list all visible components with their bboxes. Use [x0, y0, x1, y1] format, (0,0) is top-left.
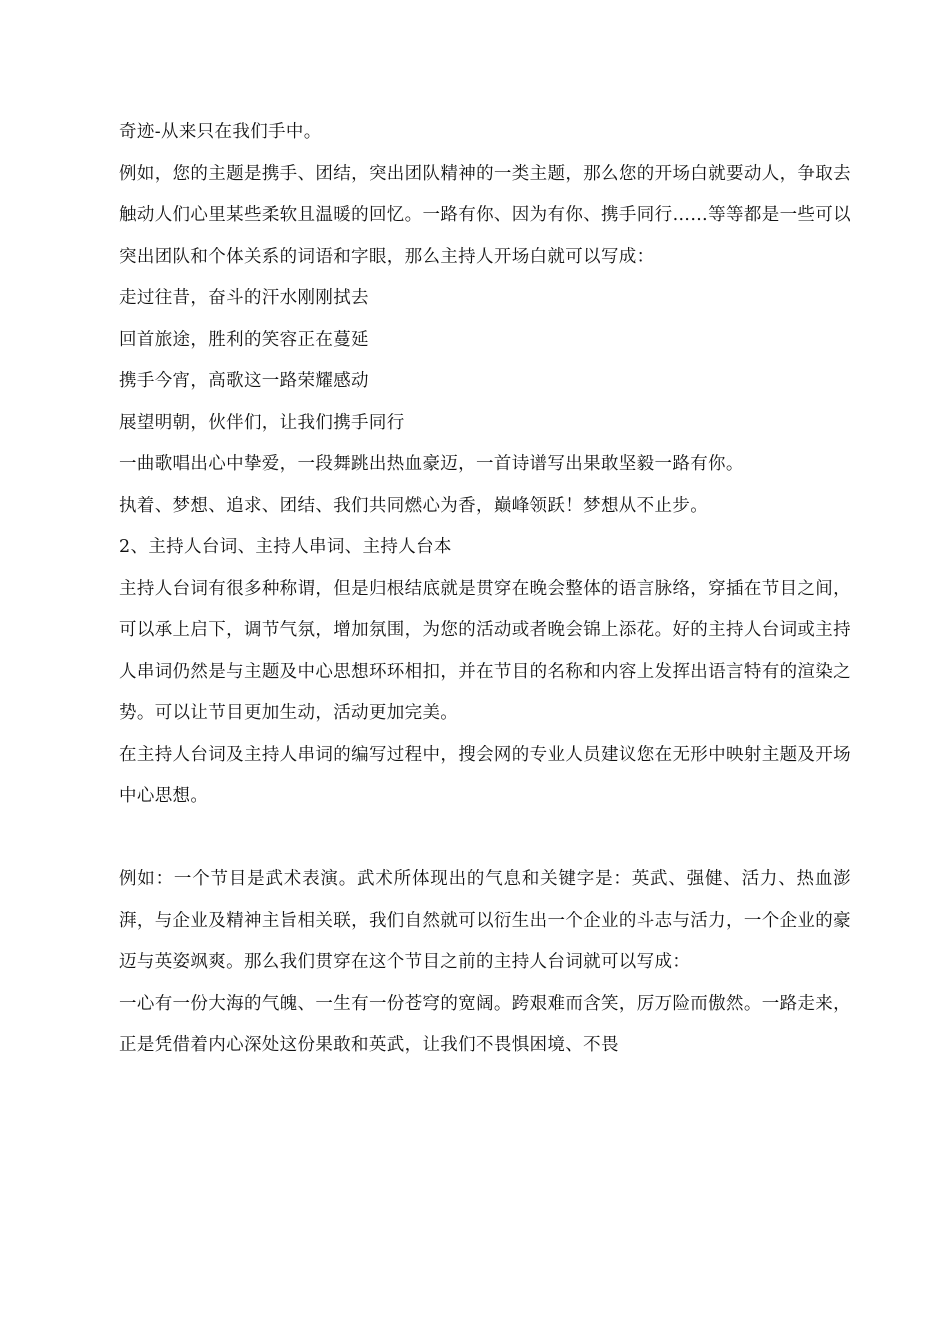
section-heading: 2、主持人台词、主持人串词、主持人台本: [119, 537, 452, 557]
poem-line-2: 回首旅途，胜利的笑容正在蔓延: [119, 329, 369, 350]
poem-line-3: 携手今宵，高歌这一路荣耀感动: [119, 371, 369, 391]
paragraph-song: 一曲歌唱出心中挚爱，一段舞跳出热血豪迈，一首诗谱写出果敢坚毅一路有你。: [119, 454, 744, 474]
paragraph-martial-arts-example: 例如：一个节目是武术表演。武术所体现出的气息和关键字是：英武、强健、活力、热血澎湃，与企业及精神主旨相关联，我们自然就可以衍生出一个企业的斗志与活力，一个企业的豪迈与英姿飒爽。那么我们贯穿在这个节目之前的主持人台词就可以写成：: [119, 869, 851, 972]
paragraph-opening-example: 例如，您的主题是携手、团结，突出团队精神的一类主题，那么您的开场白就要动人，争取去触动人们心里某些柔软且温暖的回忆。一路有你、因为有你、携手同行……等等都是一些可以突出团队和个体关系的词语和字眼，那么主持人开场白就可以写成：: [119, 163, 851, 267]
paragraph-martial-arts-lines: 一心有一份大海的气魄、一生有一份苍穹的宽阔。跨艰难而含笑，厉万险而傲然。一路走来，正是凭借着内心深处这份果敢和英武，让我们不畏惧困境、不畏: [119, 993, 851, 1055]
paragraph-host-lines: 主持人台词有很多种称谓，但是归根结底就是贯穿在晚会整体的语言脉络，穿插在节目之间，可以承上启下，调节气氛，增加氛围，为您的活动或者晚会锦上添花。好的主持人台词或主持人串词仍然是与主题及中心思想环环相扣，并在节目的名称和内容上发挥出语言特有的渲染之势。可以让节目更加生动，活动更加完美。: [119, 578, 851, 723]
poem-line-1: 走过往昔，奋斗的汗水刚刚拭去: [119, 288, 369, 308]
paragraph-miracle: 奇迹-从来只在我们手中。: [119, 122, 322, 142]
document-body: [119, 112, 851, 1067]
paragraph-suggestion: 在主持人台词及主持人串词的编写过程中，搜会网的专业人员建议您在无形中映射主题及开场中心思想。: [119, 744, 851, 806]
blank-line: [119, 818, 851, 860]
poem-line-4: 展望明朝，伙伴们，让我们携手同行: [119, 412, 405, 433]
paragraph-dream: 执着、梦想、追求、团结、我们共同燃心为香，巅峰领跃！梦想从不止步。: [119, 495, 709, 516]
